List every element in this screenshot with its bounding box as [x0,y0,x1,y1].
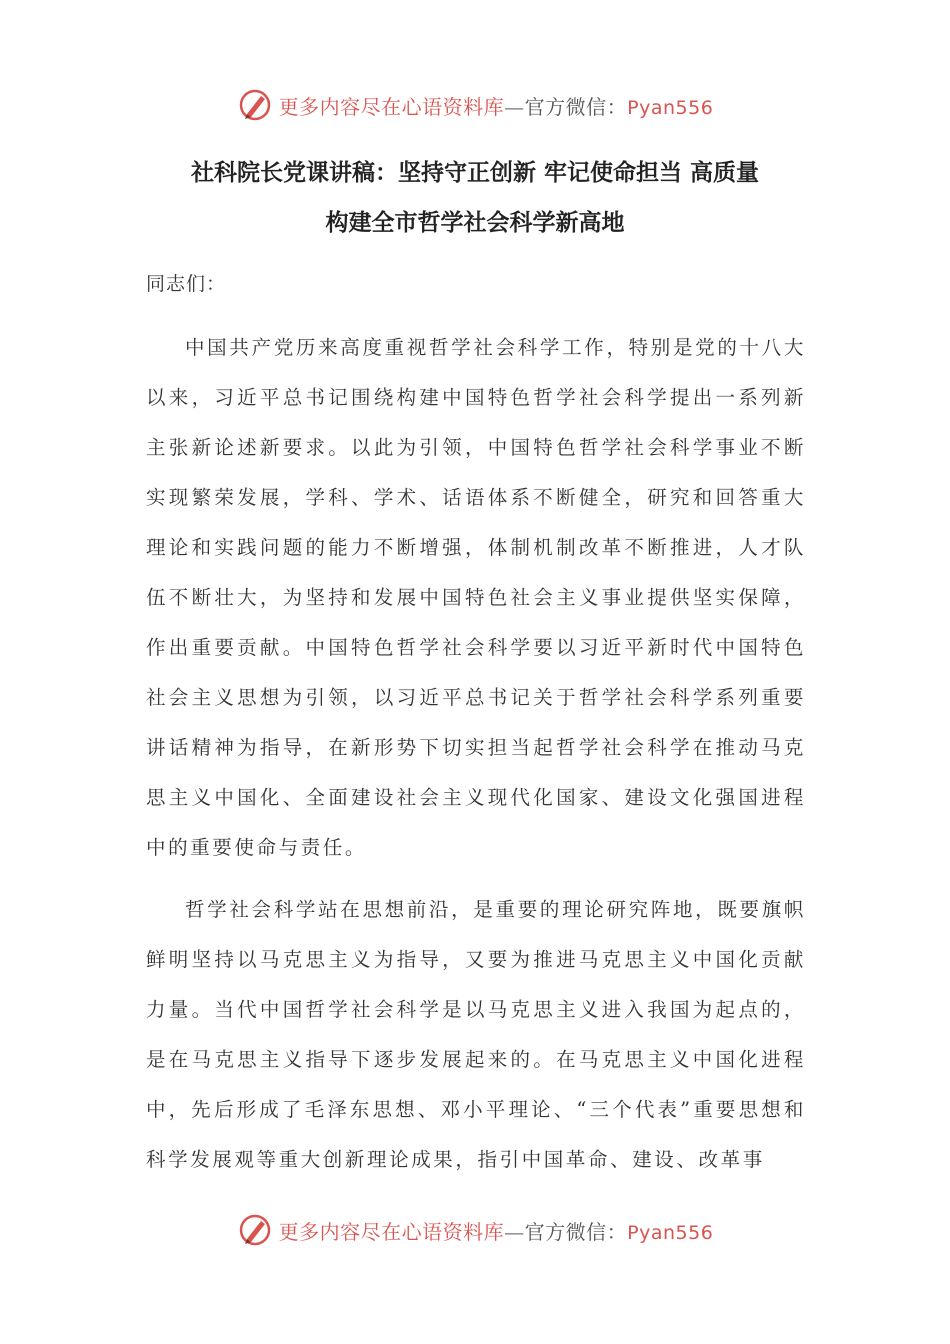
watermark-dash: — [504,1219,525,1244]
paragraph-2: 哲学社会科学站在思想前沿，是重要的理论研究阵地，既要旗帜鲜明坚持以马克思主义为指导，又要为推进马克思主义中国化贡献力量。当代中国哲学社会科学是以马克思主义进入我国为起点的，是在马克思主义指导下逐步发展起来的。在马克思主义中国化进程中，先后形成了毛泽东思想、邓小平理论、“三个代表”重要思想和科学发展观等重大创新理论成果，指引中国革命、建设、改革事 [146,898,806,1171]
header-watermark [0,85,950,125]
document-title [100,148,850,248]
paragraph-1: 中国共产党历来高度重视哲学社会科学工作，特别是党的十八大以来，习近平总书记围绕构建中国特色哲学社会科学提出一系列新主张新论述新要求。以此为引领，中国特色哲学社会科学事业不断实现繁荣发展，学科、学术、话语体系不断健全，研究和回答重大理论和实践问题的能力不断增强，体制机制改革不断推进，人才队伍不断壮大，为坚持和发展中国特色社会主义事业提供坚实保障，作出重要贡献。中国特色哲学社会科学要以习近平新时代中国特色社会主义思想为引领，以习近平总书记关于哲学社会科学系列重要讲话精神为指导，在新形势下切实担当起哲学社会科学在推动马克思主义中国化、全面建设社会主义现代化国家、建设文化强国进程中的重要使命与责任。 [146,336,806,859]
watermark-id: Pyan556 [627,96,714,119]
pen-logo-icon [237,87,273,123]
watermark-official: 官方微信： [524,1219,628,1244]
watermark-text [279,1216,714,1245]
pen-logo-icon [237,1212,273,1248]
footer-watermark [0,1210,950,1250]
watermark-brand: 更多内容尽在心语资料库 [278,94,505,119]
salutation: 同志们： [146,273,227,295]
title-line-1: 社科院长党课讲稿：坚持守正创新 牢记使命担当 高质量 [190,160,759,186]
watermark-id: Pyan556 [627,1221,714,1244]
watermark-brand: 更多内容尽在心语资料库 [278,1219,505,1244]
watermark-text [279,91,714,120]
watermark-dash: — [504,94,525,119]
watermark-official: 官方微信： [524,94,628,119]
title-line-2: 构建全市哲学社会科学新高地 [325,210,625,236]
